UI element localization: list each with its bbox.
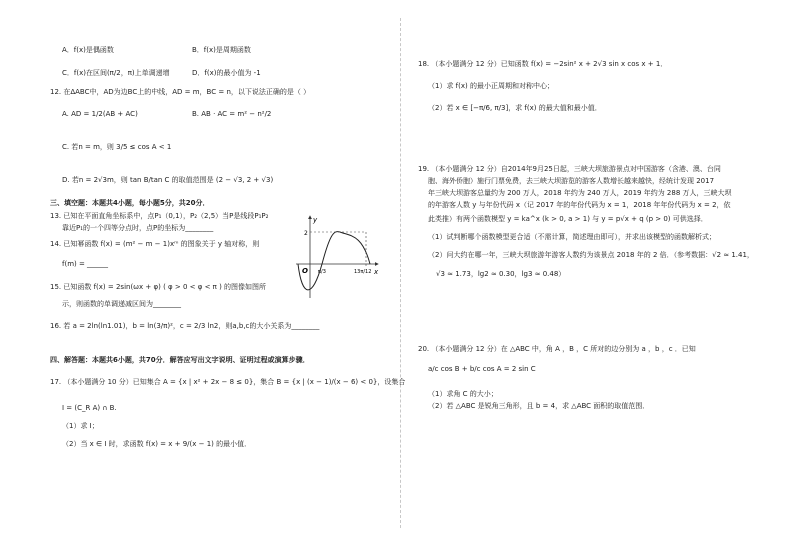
tick-label-pi-3: π/3 — [318, 269, 326, 275]
q20-line-1: 20. （本小题满分 12 分）在 △ABC 中，角 A ，B ，C 所对的边分别为 a ，b ，c ．已知 — [418, 345, 696, 353]
q19-line-1: 19. （本小题满分 12 分）自2014年9月25日起，三峡大坝旅游景点对中国游客（含港、澳、台同 — [418, 165, 721, 173]
q19-line-5: 此类推）有两个函数模型 y = ka^x (k > 0, a > 1) 与 y = p√x + q (p > 0) 可供选择． — [428, 215, 708, 223]
q11-option-c: C．f(x)在区间(π/2，π)上单调递增 — [62, 69, 170, 77]
q14-line-1: 14. 已知幂函数 f(x) = (m² − m − 1)xᵐ 的图象关于 y 轴对称，则 — [50, 240, 260, 248]
q13-line-2: 靠近P₁的一个四等分点时，点P的坐标为________ — [62, 224, 214, 232]
q19-part-3: √3 ≈ 1.73，lg2 ≈ 0.30，lg3 ≈ 0.48） — [436, 270, 566, 278]
q17-line-2: I = (C_R A) ∩ B. — [62, 404, 117, 412]
x-axis-label: x — [374, 268, 379, 276]
q12-option-a: A. AD = 1/2(AB + AC) — [62, 110, 138, 118]
q19-line-2: 胞、海外侨胞）施行门票免费，去三峡大坝游览的游客人数增长越来越快，经统计发现 2017 — [428, 177, 715, 185]
q20-part-2: （2）若 △ABC 是锐角三角形，且 b = 4，求 △ABC 面积的取值范围． — [428, 402, 650, 410]
q12-option-d: D. 若n = 2√3m，则 tan B/tan C 的取值范围是 (2 − √3, 2 + √3) — [62, 176, 274, 184]
q12-option-b: B. AB · AC = m² − n²/2 — [192, 110, 272, 118]
sine-curve — [298, 232, 370, 290]
y-axis-label: y — [313, 216, 318, 224]
q12-option-c: C. 若n = m，则 3/5 ≤ cos A < 1 — [62, 143, 172, 151]
q15-line-2: 示，则函数的单调递减区间为________ — [62, 300, 181, 308]
q18-line-1: 18. （本小题满分 12 分）已知函数 f(x) = −2sin² x + 2√3 sin x cos x + 1． — [418, 60, 668, 68]
q11-option-a: A．f(x)是偶函数 — [62, 46, 114, 54]
tick-label-2: 2 — [304, 230, 308, 237]
tick-label-13pi-12: 13π/12 — [354, 269, 372, 275]
q18-part-2: （2）若 x ∈ [−π/6, π/3]，求 f(x) 的最大值和最小值． — [428, 104, 602, 112]
q13-line-1: 13. 已知在平面直角坐标系中，点P₁（0,1），P₂（2,5）当P是线段P₁P₂ — [50, 212, 269, 220]
q19-part-2: （2）问大约在哪一年，三峡大坝旅游年游客人数约为该景点 2018 年的 2 倍．（参考数据：√2 ≈ 1.41， — [428, 251, 754, 259]
q15-line-1: 15. 已知函数 f(x) = 2sin(ωx + φ) ( φ > 0 < φ < π ) 的图像如图所 — [50, 283, 267, 291]
q11-option-b: B．f(x)是周期函数 — [192, 46, 251, 54]
q19-line-4: 的年游客人数 y 与年份代码 x（记 2017 年的年份代码为 x = 1，2018 年年份代码为 x = 2，依 — [428, 201, 731, 209]
q19-part-1: （1）试判断哪个函数模型更合适（不需计算，简述理由即可），并求出该模型的函数解析式； — [428, 233, 716, 241]
q20-line-2: a/c cos B + b/c cos A = 2 sin C — [428, 365, 536, 373]
q16: 16. 若 a = 2ln(ln1.01)，b = ln(3/π)²，c = 2/3 ln2，则a,b,c的大小关系为________ — [50, 322, 320, 330]
origin-label: O — [302, 267, 308, 275]
q18-part-1: （1）求 f(x) 的最小正周期和对称中心； — [428, 82, 554, 90]
q20-part-1: （1）求角 C 的大小； — [428, 390, 498, 398]
section-4-heading: 四、解答题：本题共6小题，共70分．解答应写出文字说明、证明过程或演算步骤． — [50, 356, 310, 364]
q17-line-1: 17. （本小题满分 10 分）已知集合 A = {x | x² + 2x − 8 ≤ 0}，集合 B = {x | (x − 1)/(x − 6) < 0}，设集合 — [50, 378, 406, 386]
q17-part-1: （1）求 I； — [62, 422, 99, 430]
q11-option-d: D．f(x)的最小值为 -1 — [192, 69, 261, 77]
q15-sine-graph — [292, 212, 382, 302]
section-3-heading: 三、填空题：本题共4小题，每小题5分，共20分． — [50, 199, 210, 207]
column-divider — [400, 18, 401, 528]
q12-stem: 12. 在ΔABC中，AD为边BC上的中线，AD = m，BC = n，以下说法正确的是（ ） — [50, 88, 311, 96]
q19-line-3: 年三峡大坝游客总量约为 200 万人，2018 年约为 240 万人，2019 年约为 288 万人，三峡大坝 — [428, 189, 732, 197]
q14-line-2: f(m) = ______ — [62, 260, 109, 268]
q17-part-2: （2）当 x ∈ I 时，求函数 f(x) = x + 9/(x − 1) 的最小值． — [62, 440, 252, 448]
